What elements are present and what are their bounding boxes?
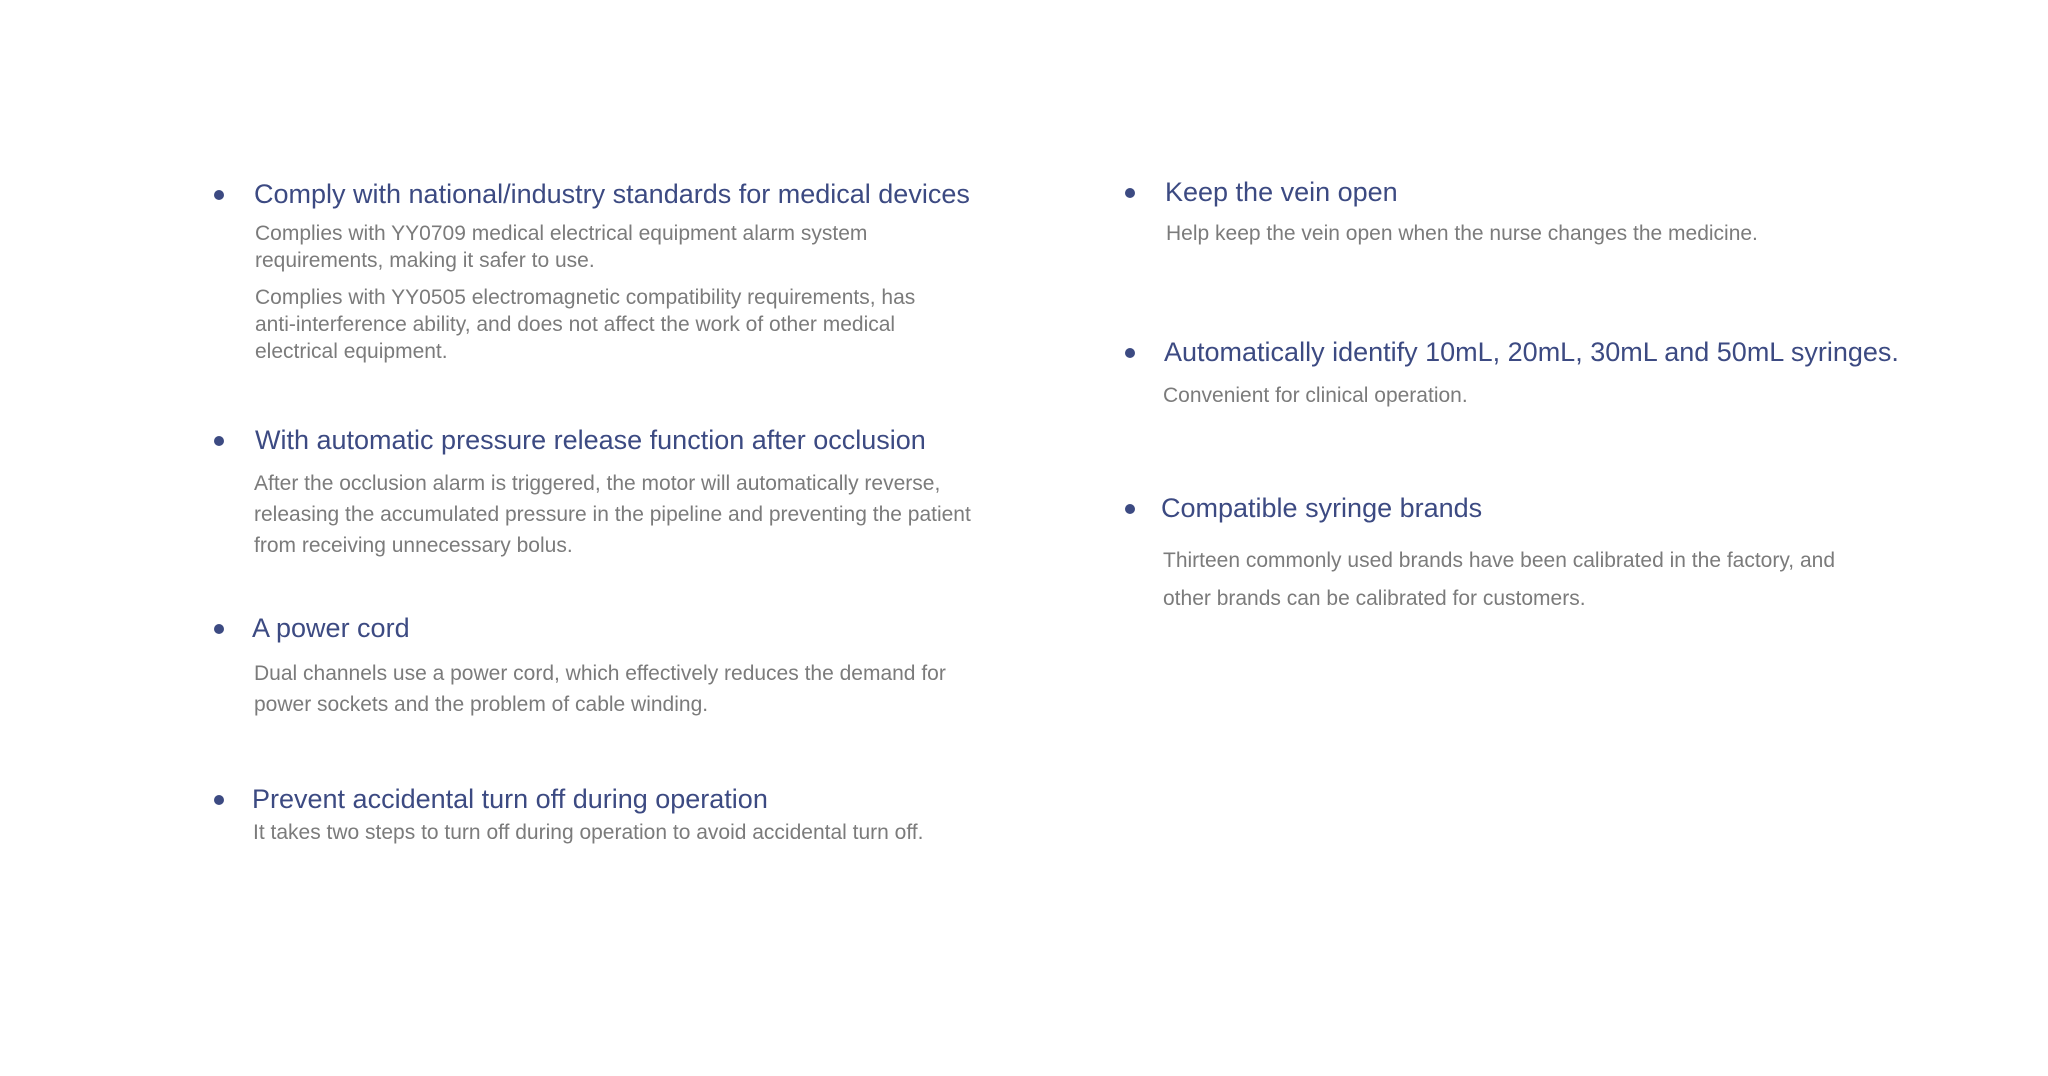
feature-accidental-turn-off bbox=[210, 781, 1030, 846]
feature-header bbox=[210, 176, 1030, 212]
bullet-icon bbox=[214, 795, 224, 805]
feature-description: It takes two steps to turn off during operation to avoid accidental turn off. bbox=[253, 821, 924, 844]
feature-description: After the occlusion alarm is triggered, the motor will automatically reverse, releasing the accumulated pressure in the pipeline and preventing the patient from receiving unnecessary bolus. bbox=[254, 472, 971, 557]
feature-syringe-identification bbox=[1125, 334, 2005, 409]
feature-description: Complies with YY0709 medical electrical equipment alarm system requirements, making it safer to use. bbox=[255, 222, 868, 272]
feature-pressure-release bbox=[210, 422, 1030, 561]
feature-power-cord bbox=[210, 610, 1030, 720]
feature-description: Convenient for clinical operation. bbox=[1163, 384, 1468, 407]
feature-header bbox=[210, 610, 1030, 646]
feature-title: A power cord bbox=[252, 613, 410, 643]
feature-description: Dual channels use a power cord, which effectively reduces the demand for power sockets and the problem of cable winding. bbox=[254, 662, 946, 716]
feature-header bbox=[210, 781, 1030, 817]
feature-header bbox=[1125, 490, 2005, 526]
bullet-icon bbox=[214, 190, 224, 200]
feature-description: Thirteen commonly used brands have been calibrated in the factory, and other brands can be calibrated for customers. bbox=[1163, 549, 1835, 610]
feature-compatible-brands bbox=[1125, 490, 2005, 618]
feature-description: Help keep the vein open when the nurse changes the medicine. bbox=[1166, 222, 1758, 245]
feature-description: Complies with YY0505 electromagnetic compatibility requirements, has anti-interference ability, and does not affect the work of other medical electrical equipment. bbox=[255, 286, 916, 363]
bullet-icon bbox=[214, 436, 224, 446]
feature-title: Keep the vein open bbox=[1165, 177, 1398, 207]
feature-title: Automatically identify 10mL, 20mL, 30mL and 50mL syringes. bbox=[1164, 337, 1899, 367]
feature-header bbox=[1125, 174, 2005, 210]
feature-title: Compatible syringe brands bbox=[1161, 493, 1483, 523]
bullet-icon bbox=[214, 624, 224, 634]
feature-standards bbox=[210, 176, 1030, 365]
bullet-icon bbox=[1125, 188, 1135, 198]
feature-title: Prevent accidental turn off during operation bbox=[252, 784, 768, 814]
feature-title: With automatic pressure release function after occlusion bbox=[255, 425, 926, 455]
feature-header bbox=[210, 422, 1030, 458]
bullet-icon bbox=[1125, 504, 1135, 514]
bullet-icon bbox=[1125, 348, 1135, 358]
feature-keep-vein-open bbox=[1125, 174, 2005, 247]
feature-header bbox=[1125, 334, 2005, 370]
feature-title: Comply with national/industry standards for medical devices bbox=[254, 179, 970, 209]
